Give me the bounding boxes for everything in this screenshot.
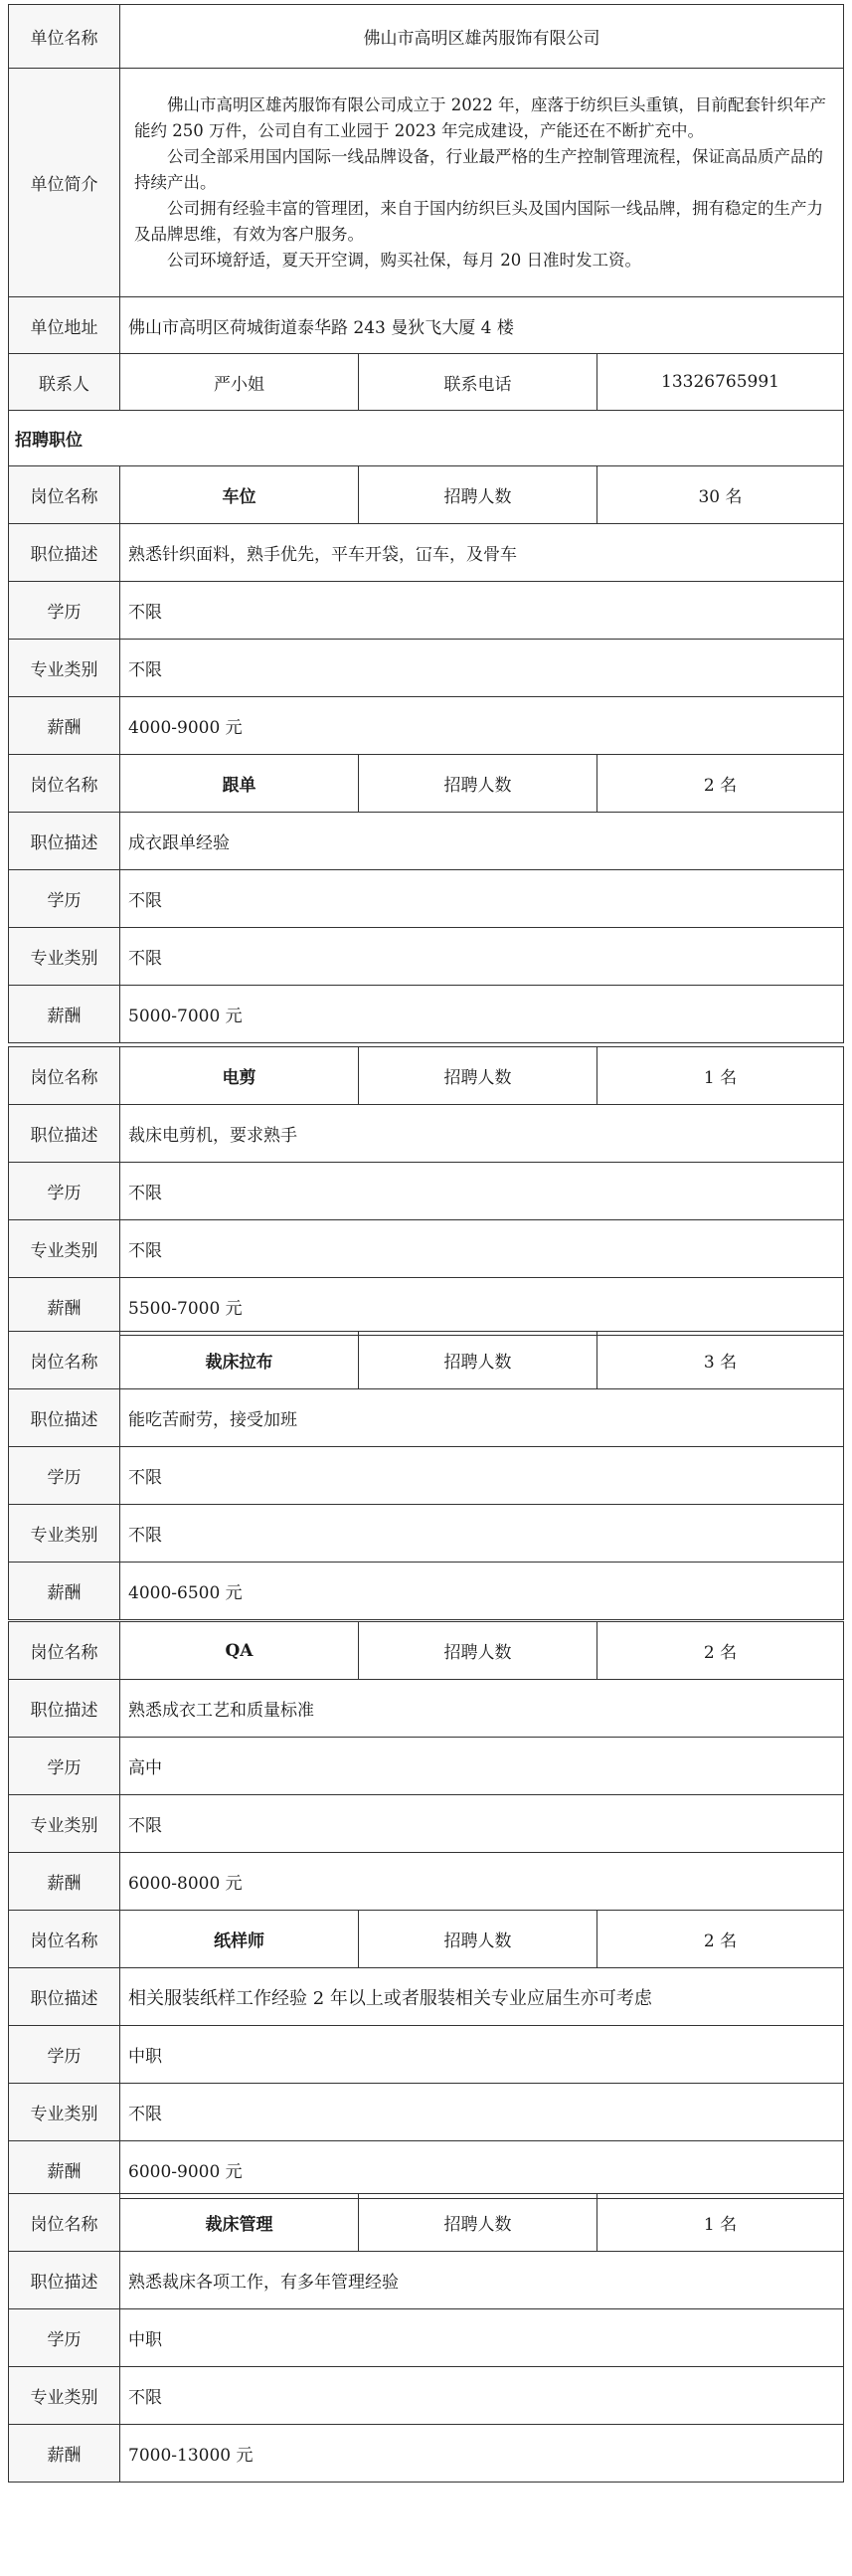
job-title: 裁床拉布 bbox=[120, 1332, 359, 1389]
job-major: 不限 bbox=[120, 640, 844, 697]
major-label: 专业类别 bbox=[9, 2084, 120, 2141]
major-label: 专业类别 bbox=[9, 1795, 120, 1853]
job-salary: 4000-6500 元 bbox=[120, 1563, 844, 1620]
job-title: 车位 bbox=[120, 466, 359, 524]
desc-label: 职位描述 bbox=[9, 2252, 120, 2309]
post-label: 岗位名称 bbox=[9, 755, 120, 813]
job-count: 1 名 bbox=[597, 2194, 844, 2252]
job-description: 熟悉裁床各项工作，有多年管理经验 bbox=[120, 2252, 844, 2309]
job-count: 2 名 bbox=[597, 755, 844, 813]
job-description: 能吃苦耐劳，接受加班 bbox=[120, 1389, 844, 1447]
salary-label: 薪酬 bbox=[9, 2141, 120, 2199]
count-label: 招聘人数 bbox=[359, 1332, 597, 1389]
job-description: 熟悉成衣工艺和质量标准 bbox=[120, 1680, 844, 1738]
job-count: 3 名 bbox=[597, 1332, 844, 1389]
job-description: 裁床电剪机，要求熟手 bbox=[120, 1105, 844, 1163]
major-label: 专业类别 bbox=[9, 928, 120, 986]
salary-label: 薪酬 bbox=[9, 1563, 120, 1620]
major-label: 专业类别 bbox=[9, 1220, 120, 1278]
major-label: 专业类别 bbox=[9, 2367, 120, 2425]
job-education: 不限 bbox=[120, 1447, 844, 1505]
job-salary: 5000-7000 元 bbox=[120, 986, 844, 1043]
job-title: 电剪 bbox=[120, 1047, 359, 1105]
job-title: 纸样师 bbox=[120, 1911, 359, 1968]
job-education: 不限 bbox=[120, 870, 844, 928]
intro-paragraph: 公司拥有经验丰富的管理团，来自于国内纺织巨头及国内国际一线品牌，拥有稳定的生产力及品牌思维，有效为客户服务。 bbox=[134, 198, 823, 244]
salary-label: 薪酬 bbox=[9, 1853, 120, 1911]
job-table bbox=[8, 2193, 844, 2483]
company-intro-label: 单位简介 bbox=[9, 69, 120, 297]
job-salary: 6000-8000 元 bbox=[120, 1853, 844, 1911]
job-table bbox=[8, 465, 844, 755]
job-major: 不限 bbox=[120, 928, 844, 986]
count-label: 招聘人数 bbox=[359, 1047, 597, 1105]
job-table bbox=[8, 1621, 844, 1911]
job-major: 不限 bbox=[120, 1795, 844, 1853]
edu-label: 学历 bbox=[9, 870, 120, 928]
post-label: 岗位名称 bbox=[9, 1332, 120, 1389]
intro-paragraph: 公司环境舒适，夏天开空调，购买社保，每月 20 日准时发工资。 bbox=[167, 250, 641, 270]
job-table bbox=[8, 1046, 844, 1336]
post-label: 岗位名称 bbox=[9, 1047, 120, 1105]
company-info-table bbox=[8, 4, 844, 466]
job-major: 不限 bbox=[120, 1505, 844, 1563]
major-label: 专业类别 bbox=[9, 640, 120, 697]
job-education: 中职 bbox=[120, 2026, 844, 2084]
job-title: 裁床管理 bbox=[120, 2194, 359, 2252]
edu-label: 学历 bbox=[9, 582, 120, 640]
job-salary: 7000-13000 元 bbox=[120, 2425, 844, 2483]
edu-label: 学历 bbox=[9, 1447, 120, 1505]
job-description: 相关服装纸样工作经验 2 年以上或者服装相关专业应届生亦可考虑 bbox=[120, 1968, 844, 2026]
count-label: 招聘人数 bbox=[359, 2194, 597, 2252]
desc-label: 职位描述 bbox=[9, 1680, 120, 1738]
job-salary: 5500-7000 元 bbox=[120, 1278, 844, 1336]
count-label: 招聘人数 bbox=[359, 466, 597, 524]
job-title: 跟单 bbox=[120, 755, 359, 813]
job-major: 不限 bbox=[120, 2084, 844, 2141]
desc-label: 职位描述 bbox=[9, 1105, 120, 1163]
edu-label: 学历 bbox=[9, 1738, 120, 1795]
phone-label: 联系电话 bbox=[359, 354, 597, 411]
post-label: 岗位名称 bbox=[9, 2194, 120, 2252]
intro-paragraph: 佛山市高明区雄芮服饰有限公司成立于 2022 年，座落于纺织巨头重镇，目前配套针织年产能约 250 万件，公司自有工业园于 2023 年完成建设，产能还在不断扩充中。 bbox=[134, 94, 826, 140]
job-table bbox=[8, 754, 844, 1043]
post-label: 岗位名称 bbox=[9, 1622, 120, 1680]
job-salary: 6000-9000 元 bbox=[120, 2141, 844, 2199]
edu-label: 学历 bbox=[9, 1163, 120, 1220]
company-intro bbox=[120, 69, 844, 297]
count-label: 招聘人数 bbox=[359, 1911, 597, 1968]
desc-label: 职位描述 bbox=[9, 524, 120, 582]
job-count: 1 名 bbox=[597, 1047, 844, 1105]
edu-label: 学历 bbox=[9, 2309, 120, 2367]
contact-person: 严小姐 bbox=[120, 354, 359, 411]
job-description: 成衣跟单经验 bbox=[120, 813, 844, 870]
company-name-label: 单位名称 bbox=[9, 5, 120, 69]
major-label: 专业类别 bbox=[9, 1505, 120, 1563]
desc-label: 职位描述 bbox=[9, 1389, 120, 1447]
job-education: 高中 bbox=[120, 1738, 844, 1795]
salary-label: 薪酬 bbox=[9, 1278, 120, 1336]
desc-label: 职位描述 bbox=[9, 813, 120, 870]
contact-label: 联系人 bbox=[9, 354, 120, 411]
job-title: QA bbox=[120, 1622, 359, 1680]
job-major: 不限 bbox=[120, 1220, 844, 1278]
job-description: 熟悉针织面料，熟手优先，平车开袋，冚车，及骨车 bbox=[120, 524, 844, 582]
post-label: 岗位名称 bbox=[9, 466, 120, 524]
desc-label: 职位描述 bbox=[9, 1968, 120, 2026]
job-salary: 4000-9000 元 bbox=[120, 697, 844, 755]
salary-label: 薪酬 bbox=[9, 697, 120, 755]
company-name: 佛山市高明区雄芮服饰有限公司 bbox=[120, 5, 844, 69]
section-title: 招聘职位 bbox=[9, 411, 844, 466]
salary-label: 薪酬 bbox=[9, 2425, 120, 2483]
address-label: 单位地址 bbox=[9, 297, 120, 354]
edu-label: 学历 bbox=[9, 2026, 120, 2084]
job-count: 30 名 bbox=[597, 466, 844, 524]
job-table bbox=[8, 1910, 844, 2199]
job-table bbox=[8, 1331, 844, 1620]
job-count: 2 名 bbox=[597, 1622, 844, 1680]
count-label: 招聘人数 bbox=[359, 1622, 597, 1680]
company-address: 佛山市高明区荷城街道泰华路 243 曼狄飞大厦 4 楼 bbox=[120, 297, 844, 354]
salary-label: 薪酬 bbox=[9, 986, 120, 1043]
post-label: 岗位名称 bbox=[9, 1911, 120, 1968]
job-count: 2 名 bbox=[597, 1911, 844, 1968]
contact-phone: 13326765991 bbox=[597, 354, 844, 411]
count-label: 招聘人数 bbox=[359, 755, 597, 813]
job-education: 不限 bbox=[120, 1163, 844, 1220]
job-major: 不限 bbox=[120, 2367, 844, 2425]
job-education: 中职 bbox=[120, 2309, 844, 2367]
job-education: 不限 bbox=[120, 582, 844, 640]
intro-paragraph: 公司全部采用国内国际一线品牌设备，行业最严格的生产控制管理流程，保证高品质产品的持续产出。 bbox=[134, 146, 823, 192]
